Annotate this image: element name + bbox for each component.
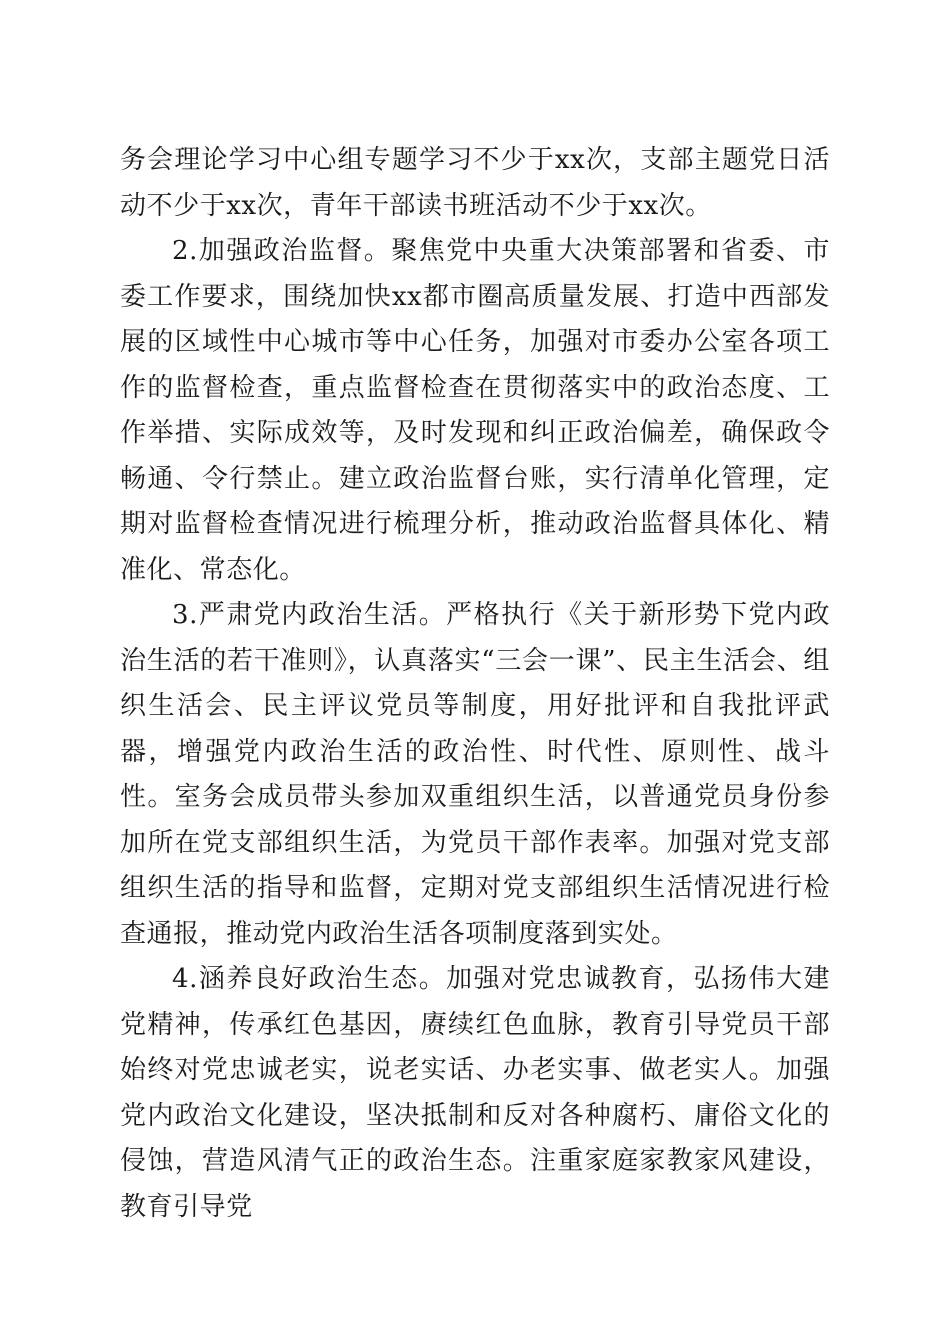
document-body	[120, 138, 830, 1230]
paragraph-continuation: 务会理论学习中心组专题学习不少于xx次，支部主题党日活动不少于xx次，青年干部读书班活动不少于xx次。	[120, 145, 830, 221]
paragraph-party-political-life: 3.严肃党内政治生活。严格执行《关于新形势下党内政治生活的若干准则》，认真落实“三会一课”、民主生活会、组织生活会、民主评议党员等制度，用好批评和自我批评武器，增强党内政治生活的政治性、时代性、原则性、战斗性。室务会成员带头参加双重组织生活，以普通党员身份参加所在党支部组织生活，为党员干部作表率。加强对党支部组织生活的指导和监督，定期对党支部组织生活情况进行检查通报，推动党内政治生活各项制度落到实处。	[120, 600, 830, 949]
paragraph-political-ecology: 4.涵养良好政治生态。加强对党忠诚教育，弘扬伟大建党精神，传承红色基因，赓续红色血脉，教育引导党员干部始终对党忠诚老实，说老实话、办老实事、做老实人。加强党内政治文化建设，坚决抵制和反对各种腐朽、庸俗文化的侵蚀，营造风清气正的政治生态。注重家庭家教家风建设，教育引导党	[120, 964, 830, 1222]
paragraph-political-supervision: 2.加强政治监督。聚焦党中央重大决策部署和省委、市委工作要求，围绕加快xx都市圈高质量发展、打造中西部发展的区域性中心城市等中心任务，加强对市委办公室各项工作的监督检查，重点监督检查在贯彻落实中的政治态度、工作举措、实际成效等，及时发现和纠正政治偏差，确保政令畅通、令行禁止。建立政治监督台账，实行清单化管理，定期对监督检查情况进行梳理分析，推动政治监督具体化、精准化、常态化。	[120, 236, 830, 585]
